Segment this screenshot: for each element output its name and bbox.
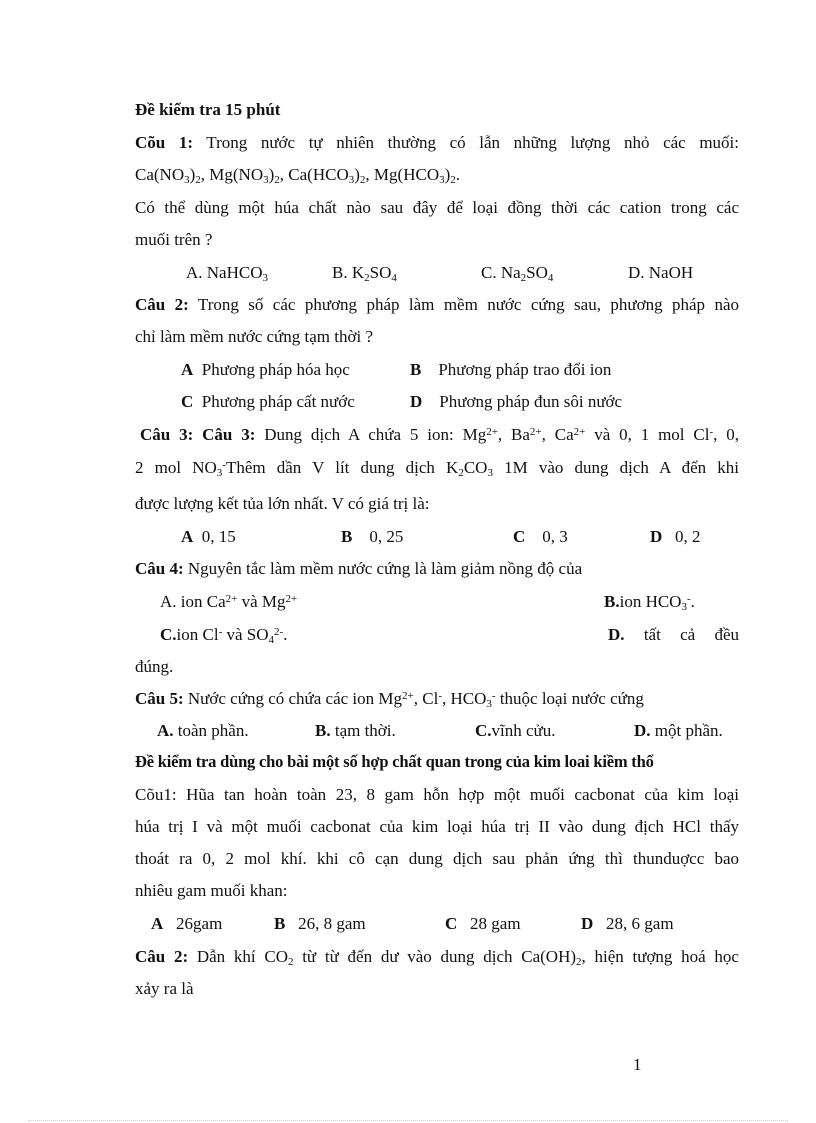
q3-line3: được lượng kết tủa lớn nhất. V có giá trị là: — [135, 494, 430, 513]
q4-option-c: C.ion Cl- và $SO_4^{2-}$. — [160, 625, 288, 646]
q3-option-c: C 0, 3 — [513, 527, 568, 546]
q1-option-d: D. NaOH — [628, 263, 694, 282]
q3-option-b: B 0, 25 — [341, 527, 404, 546]
q1-option-a: A. NaHCO$_3$ — [186, 263, 268, 284]
q1-label: Cõu 1: — [135, 133, 193, 152]
q1-line3: Có thể dùng một húa chất nào sau đây để loại đồng thời các cation trong các — [135, 198, 739, 217]
page-number: 1 — [633, 1055, 642, 1074]
exam2-q1-line1: Cõu1: Hũa tan hoàn toàn 23, 8 gam hỗn hợp một muối cacbonat của kim loại — [135, 785, 739, 804]
q5-option-d: D. một phần. — [634, 721, 723, 740]
q3-option-d: D 0, 2 — [650, 527, 701, 546]
q3-option-a: A 0, 15 — [181, 527, 236, 546]
q4-option-b: B.ion $HCO_3^-$. — [604, 592, 695, 613]
q2-option-b: B Phương pháp trao đổi ion — [410, 360, 612, 379]
q4-option-d: D. tất cả đều — [608, 625, 739, 644]
exam2-q1-option-c: C 28 gam — [445, 914, 521, 933]
exam2-q2-label: Câu 2: — [135, 947, 189, 966]
q1-line4: muối trên ? — [135, 230, 213, 249]
q2-option-c: C Phương pháp cất nước — [181, 392, 355, 411]
q1-line1: Cõu 1: Trong nước tự nhiên thường có lẫn những lượng nhỏ các muối: — [135, 133, 739, 152]
q3-label: Câu 3: Câu 3: — [140, 425, 256, 444]
q2-line1: Câu 2: Trong số các phương pháp làm mềm nước cứng sau, phương pháp nào — [135, 295, 739, 314]
q1-salts: $Ca(NO_3)_2$, $Mg(NO_3)_2$, $Ca(HCO_3)_2$, $Mg(HCO_3)_2$. — [135, 165, 461, 186]
q5-option-c: C.vĩnh cửu. — [475, 721, 556, 740]
q1-option-c: C. $Na_2SO_4$ — [481, 263, 554, 284]
exam2-q1-line2: húa trị I và một muối cacbonat của kim loại húa trị II vào dung địch HCl thấy — [135, 817, 739, 836]
q2-line2: chỉ làm mềm nước cứng tạm thời ? — [135, 327, 373, 346]
exam2-q1-option-b: B 26, 8 gam — [274, 914, 366, 933]
exam2-q2-line2: xảy ra là — [135, 979, 194, 998]
q2-label: Câu 2: — [135, 295, 189, 314]
q5-option-b: B. tạm thời. — [315, 721, 396, 740]
q5-option-a: A. toàn phần. — [157, 721, 249, 740]
q3-line2: 2 mol $NO_3^-Thêm$ dần V lít dung dịch $K_2CO_3$ 1M vào dung dịch A đến khi — [135, 458, 740, 479]
q4-line1: Câu 4: Nguyên tắc làm mềm nước cứng là làm giảm nồng độ của — [135, 559, 583, 578]
q1-option-b: B. $K_2SO_4$ — [332, 263, 397, 284]
q3-line1: Câu 3: Câu 3: Dung dịch A chứa 5 ion: $Mg^{2+}$, $Ba^{2+}$, $Ca^{2+}$ và 0, 1 mol Cl-, 0, — [140, 425, 739, 444]
exam2-q2-line1: Câu 2: Dẫn khí $CO_2$ từ từ đến dư vào dung dịch $Ca(OH)_2$, hiện tượng hoá học — [135, 947, 739, 968]
q4-option-d-cont: đúng. — [135, 657, 174, 676]
q2-option-d: D Phương pháp đun sôi nước — [410, 392, 623, 411]
q5-line1: Câu 5: Nước cứng có chứa các ion $Mg^{2+}$, Cl-, $HCO_3^-$ thuộc loại nước cứng — [135, 689, 644, 710]
q2-option-a: A Phương pháp hóa học — [181, 360, 350, 379]
q4-option-a: A. ion $Ca^{2+}$ và $Mg^{2+}$ — [160, 592, 298, 611]
exam2-q1-label: Cõu1: — [135, 785, 177, 804]
exam2-title: Đề kiểm tra dùng cho bài một số hợp chất quan trong của kim loai kiềm thổ — [135, 752, 654, 771]
exam2-q1-line4: nhiêu gam muối khan: — [135, 881, 288, 900]
exam2-q1-option-d: D 28, 6 gam — [581, 914, 674, 933]
footer-divider — [28, 1120, 788, 1121]
exam2-q1-option-a: A 26gam — [151, 914, 223, 933]
exam2-q1-line3: thoát ra 0, 2 mol khí. khi cô cạn dung dịch sau phản ứng thì thunduợcc bao — [135, 849, 739, 868]
q5-label: Câu 5: — [135, 689, 184, 708]
q4-label: Câu 4: — [135, 559, 184, 578]
exam1-title: Đề kiểm tra 15 phút — [135, 100, 281, 119]
